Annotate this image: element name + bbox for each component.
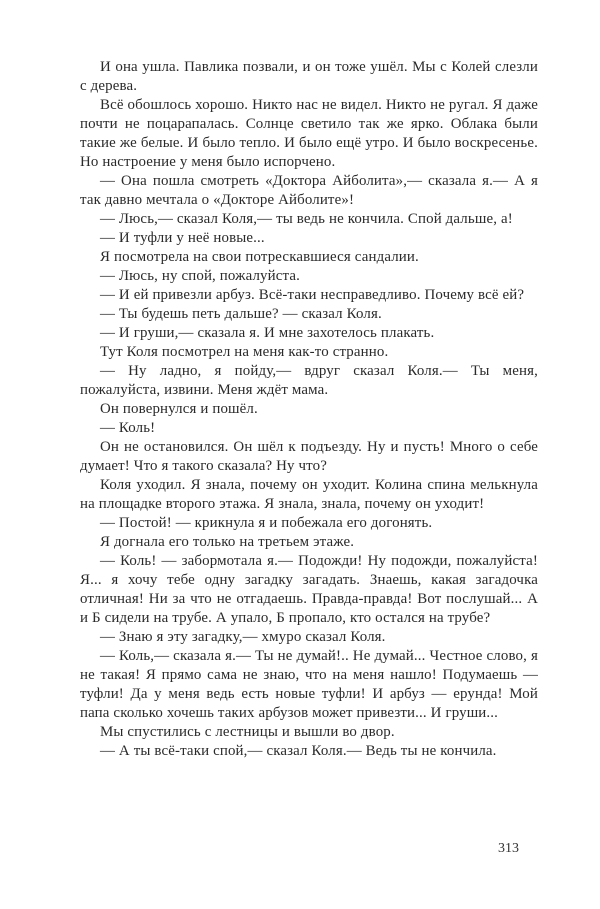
paragraph: — И ей привезли арбуз. Всё-таки несправедливо. Почему всё ей? xyxy=(100,287,525,303)
paragraph: — Ну ладно, я пойду,— вдруг сказал Коля.— Ты меня, пожалуйста, извини. Меня ждёт мама. xyxy=(80,363,538,398)
paragraph: Я догнала его только на третьем этаже. xyxy=(100,534,355,550)
paragraph: — Знаю я эту загадку,— хмуро сказал Коля. xyxy=(100,629,386,645)
paragraph: Всё обошлось хорошо. Никто нас не видел. Никто не ругал. Я даже почти не поцарапалась. Солнце светило так же ярко. Облака были такие же белые. И было тепло. И было ещё утро. И было воскресенье. Но настроение у меня было испорчено. xyxy=(80,97,538,170)
paragraph: — И груши,— сказала я. И мне захотелось плакать. xyxy=(100,325,435,341)
paragraph: — Ты будешь петь дальше? — сказал Коля. xyxy=(100,306,382,322)
paragraph: — Постой! — крикнула я и побежала его догонять. xyxy=(100,515,433,531)
paragraph: Он не остановился. Он шёл к подъезду. Ну и пусть! Много о себе думает! Что я такого сказала? Ну что? xyxy=(80,439,538,474)
paragraph: И она ушла. Павлика позвали, и он тоже ушёл. Мы с Колей слезли с дерева. xyxy=(80,59,538,94)
paragraph: — Коль! — забормотала я.— Подожди! Ну подожди, пожалуйста! Я... я хочу тебе одну загадку загадать. Знаешь, какая загадочка отличная! Ни за что не отгадаешь. Правда-правда! Вот послушай... А и Б сидели на трубе. А упало, Б пропало, кто остался на трубе? xyxy=(80,553,538,626)
page-number: 313 xyxy=(498,841,519,856)
paragraph: — А ты всё-таки спой,— сказал Коля.— Ведь ты не кончила. xyxy=(100,743,497,759)
paragraph: — Люсь,— сказал Коля,— ты ведь не кончила. Спой дальше, а! xyxy=(100,211,513,227)
page-text xyxy=(80,58,538,761)
paragraph: Мы спустились с лестницы и вышли во двор. xyxy=(100,724,395,740)
paragraph: Я посмотрела на свои потрескавшиеся сандалии. xyxy=(100,249,419,265)
paragraph: Тут Коля посмотрел на меня как-то странно. xyxy=(100,344,389,360)
paragraph: — Коль,— сказала я.— Ты не думай!.. Не думай... Честное слово, я не такая! Я прямо сама не знаю, что на меня нашло! Подумаешь — туфли! Да у меня ведь есть новые туфли! И арбуз — ерунда! Мой папа сколько хочешь таких арбузов может привезти... И груши... xyxy=(80,648,538,721)
paragraph: — Она пошла смотреть «Доктора Айболита»,— сказала я.— А я так давно мечтала о «Докторе Айболите»! xyxy=(80,173,538,208)
paragraph: Он повернулся и пошёл. xyxy=(100,401,258,417)
paragraph: — Люсь, ну спой, пожалуйста. xyxy=(100,268,301,284)
paragraph: — И туфли у неё новые... xyxy=(100,230,265,246)
paragraph: — Коль! xyxy=(100,420,156,436)
paragraph: Коля уходил. Я знала, почему он уходит. Колина спина мелькнула на площадке второго этажа. Я знала, знала, почему он уходит! xyxy=(80,477,538,512)
